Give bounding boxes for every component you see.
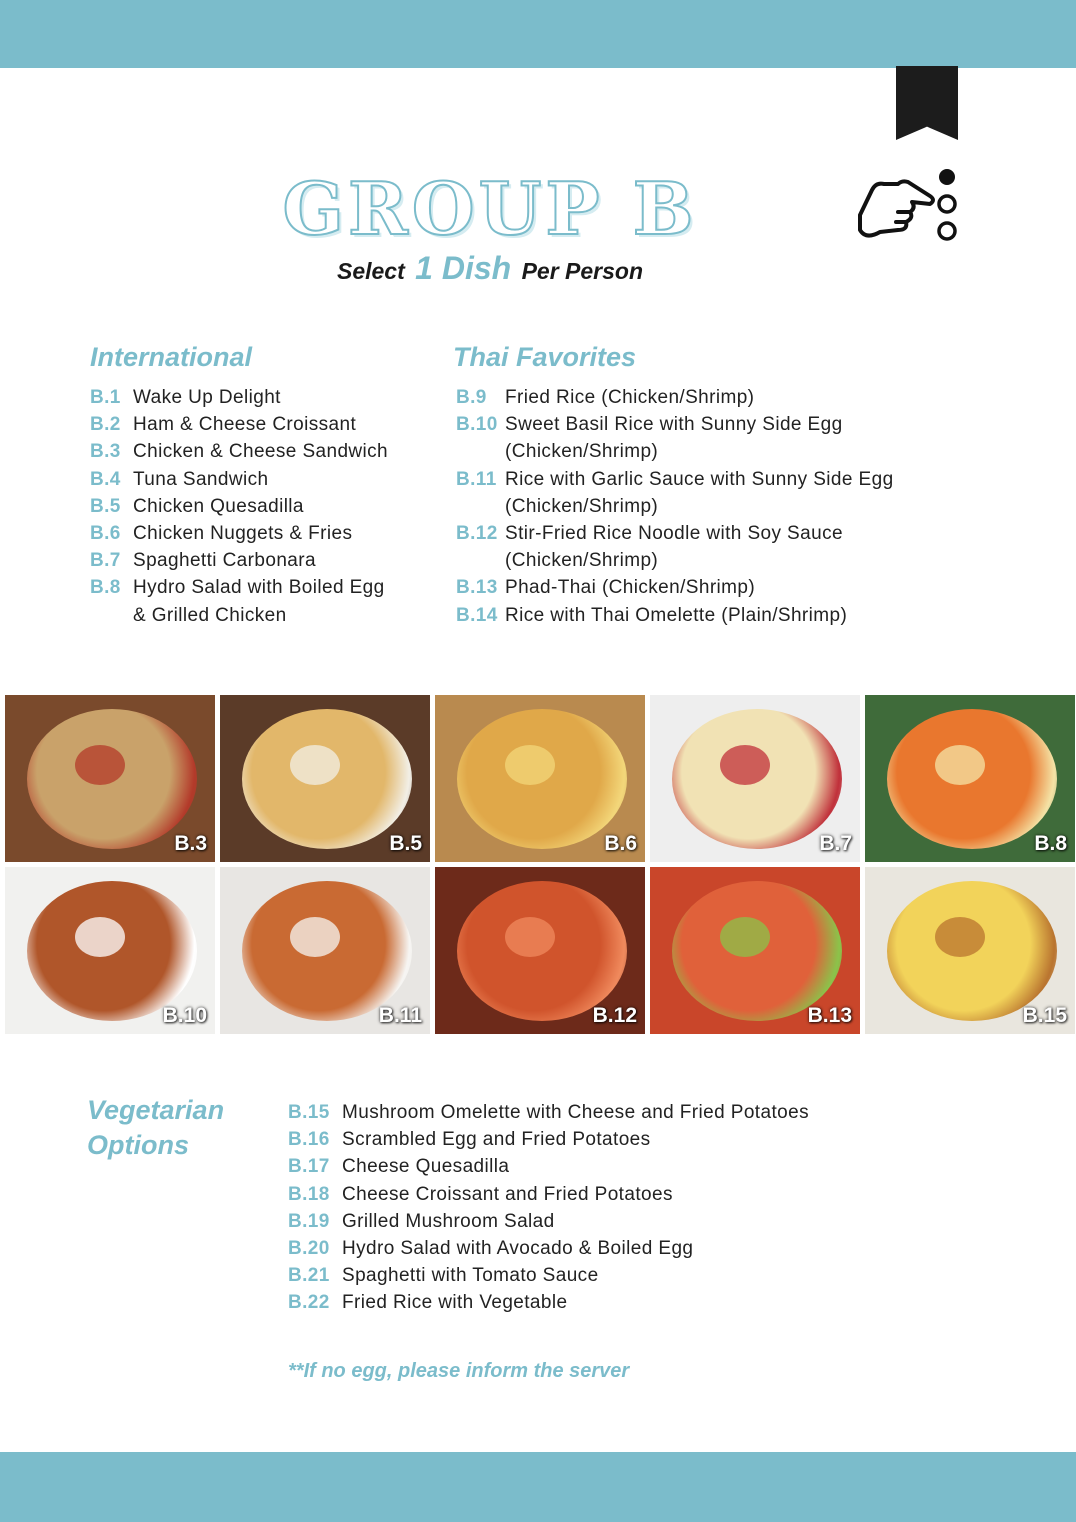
menu-item-code: B.12 <box>456 523 498 545</box>
food-photo <box>220 695 430 862</box>
menu-item <box>288 1289 809 1316</box>
menu-item-name: Scrambled Egg and Fried Potatoes <box>342 1129 651 1151</box>
menu-item-code: B.9 <box>456 387 487 408</box>
menu-item <box>90 520 388 547</box>
bottom-band <box>0 1452 1076 1522</box>
food-photo-label: B.10 <box>162 1004 207 1027</box>
menu-item <box>456 574 894 601</box>
vegetarian-list <box>288 1099 809 1317</box>
menu-item <box>288 1126 809 1153</box>
menu-item-code: B.10 <box>456 414 498 436</box>
food-photo-label: B.7 <box>819 832 852 855</box>
food-photo-garnish <box>75 917 125 957</box>
menu-item-code: B.19 <box>288 1210 330 1232</box>
food-photo-garnish <box>290 745 340 785</box>
food-photo-garnish <box>935 917 985 957</box>
section-title-thai: Thai Favorites <box>453 342 637 372</box>
international-list <box>90 384 388 629</box>
food-photo <box>435 695 645 862</box>
menu-item <box>90 466 388 493</box>
subtitle-select: Select <box>336 258 405 284</box>
menu-item-code: B.8 <box>90 577 121 599</box>
menu-item <box>288 1153 809 1180</box>
section-title-international: International <box>90 342 253 372</box>
food-photo-label: B.3 <box>174 832 207 855</box>
food-photo <box>5 695 215 862</box>
food-photo-label: B.11 <box>378 1004 422 1027</box>
menu-item <box>90 493 388 520</box>
menu-item <box>90 438 388 465</box>
menu-item-code: B.18 <box>288 1183 330 1205</box>
menu-item-name: Mushroom Omelette with Cheese and Fried Potatoes <box>342 1102 809 1123</box>
food-photo-garnish <box>505 745 555 785</box>
food-photo-garnish <box>720 745 770 785</box>
food-photo-label: B.12 <box>592 1004 637 1027</box>
menu-item <box>456 466 894 520</box>
section-title-vegetarian: Vegetarian Options <box>87 1095 225 1160</box>
menu-item-name: Tuna Sandwich <box>133 468 269 490</box>
top-band <box>0 0 1076 68</box>
menu-item-name: Chicken Nuggets & Fries <box>133 523 353 545</box>
menu-item-name: Spaghetti with Tomato Sauce <box>342 1265 599 1287</box>
food-photo-label: B.5 <box>389 832 422 855</box>
menu-item-name: Rice with Thai Omelette (Plain/Shrimp) <box>505 604 848 626</box>
subtitle-per-person: Per Person <box>521 258 644 284</box>
food-photo <box>220 867 430 1034</box>
menu-item-name: Rice with Garlic Sauce with Sunny Side Egg (Chicken/Shrimp) <box>505 468 894 517</box>
menu-item <box>456 602 894 629</box>
food-photo-label: B.13 <box>807 1004 852 1027</box>
menu-item-code: B.16 <box>288 1129 330 1151</box>
menu-item <box>90 574 388 628</box>
menu-item-name: Spaghetti Carbonara <box>133 550 316 572</box>
menu-item-name: Fried Rice with Vegetable <box>342 1292 568 1314</box>
menu-item-code: B.6 <box>90 523 121 545</box>
menu-item-name: Chicken & Cheese Sandwich <box>133 441 389 463</box>
menu-item <box>288 1181 809 1208</box>
food-photo <box>865 695 1075 862</box>
menu-item-name: Cheese Quesadilla <box>342 1156 510 1178</box>
food-photo-garnish <box>935 745 985 785</box>
food-photo-garnish <box>75 745 125 785</box>
page-subtitle <box>0 250 980 287</box>
food-photo-garnish <box>290 917 340 957</box>
menu-item <box>456 520 894 574</box>
menu-item-code: B.22 <box>288 1292 330 1314</box>
food-photo-garnish <box>505 917 555 957</box>
subtitle-count: 1 Dish <box>415 250 512 286</box>
menu-item-code: B.21 <box>288 1265 330 1287</box>
food-photo <box>5 867 215 1034</box>
menu-item-name: Chicken Quesadilla <box>133 495 304 517</box>
food-photo <box>650 695 860 862</box>
menu-item <box>288 1262 809 1289</box>
menu-item-name: Hydro Salad with Boiled Egg & Grilled Chicken <box>133 577 385 626</box>
menu-item-code: B.20 <box>288 1238 330 1260</box>
food-photo-label: B.15 <box>1022 1004 1067 1027</box>
menu-item-name: Sweet Basil Rice with Sunny Side Egg (Chicken/Shrimp) <box>505 414 843 463</box>
pointing-hand-icon <box>850 160 965 255</box>
menu-item <box>90 411 388 438</box>
menu-item-name: Cheese Croissant and Fried Potatoes <box>342 1183 673 1205</box>
menu-item-code: B.11 <box>456 468 497 490</box>
menu-item-code: B.2 <box>90 414 121 436</box>
egg-note: **If no egg, please inform the server <box>288 1360 630 1382</box>
menu-item-code: B.15 <box>288 1102 330 1123</box>
menu-item <box>456 384 894 411</box>
menu-item-name: Phad-Thai (Chicken/Shrimp) <box>505 577 756 599</box>
menu-item-code: B.17 <box>288 1156 330 1178</box>
food-photo-label: B.8 <box>1034 832 1067 855</box>
menu-item-code: B.1 <box>90 387 121 408</box>
menu-item <box>288 1235 809 1262</box>
menu-item-name: Ham & Cheese Croissant <box>133 414 357 436</box>
food-photo <box>865 867 1075 1034</box>
menu-item <box>90 384 388 411</box>
bookmark-icon <box>896 66 958 140</box>
menu-item <box>456 411 894 465</box>
page-title: GROUP B <box>282 166 698 251</box>
menu-item <box>288 1208 809 1235</box>
menu-item-name: Grilled Mushroom Salad <box>342 1210 555 1232</box>
menu-item <box>90 547 388 574</box>
food-photo-garnish <box>720 917 770 957</box>
menu-item <box>288 1099 809 1126</box>
menu-item-name: Hydro Salad with Avocado & Boiled Egg <box>342 1238 694 1260</box>
menu-item-code: B.3 <box>90 441 121 463</box>
menu-item-code: B.5 <box>90 495 121 517</box>
menu-item-code: B.14 <box>456 604 498 626</box>
food-photo-label: B.6 <box>604 832 637 855</box>
menu-item-name: Fried Rice (Chicken/Shrimp) <box>505 387 755 408</box>
menu-item-code: B.13 <box>456 577 498 599</box>
thai-list <box>456 384 894 629</box>
menu-item-code: B.7 <box>90 550 121 572</box>
food-photo <box>435 867 645 1034</box>
menu-item-name: Stir-Fried Rice Noodle with Soy Sauce (Chicken/Shrimp) <box>505 523 843 572</box>
food-photo <box>650 867 860 1034</box>
menu-item-name: Wake Up Delight <box>133 387 281 408</box>
menu-item-code: B.4 <box>90 468 121 490</box>
